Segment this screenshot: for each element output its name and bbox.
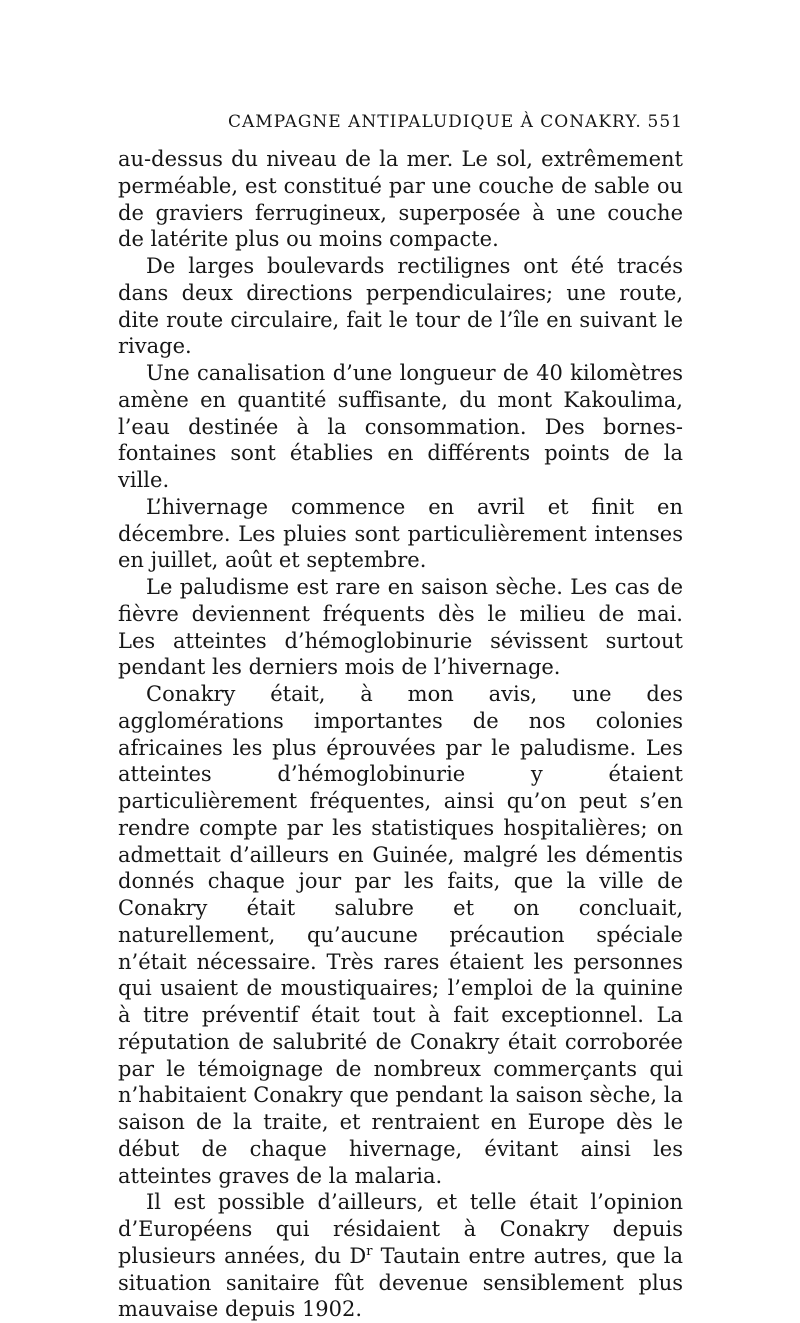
paragraph: Conakry était, à mon avis, une des agglomérations importantes de nos colonies africaines les plus éprouvées par le paludisme. Les atteintes d’hémoglobinurie y étaient particulièrement fréquentes, ainsi qu’on peut s’en rendre compte par les statistiques hospitalières; on admettait d’ailleurs en Guinée, malgré les démentis donnés chaque jour par les faits, que la ville de Conakry était salubre et on concluait, naturellement, qu’aucune précaution spéciale n’était nécessaire. Très rares étaient les personnes qui usaient de moustiquaires; l’emploi de la quinine à titre préventif était tout à fait exceptionnel. La réputation de salubrité de Conakry était corroborée par le témoignage de nombreux commerçants qui n’habitaient Conakry que pendant la saison sèche, la saison de la traite, et rentraient en Europe dès le début de chaque hivernage, évitant ainsi les atteintes graves de la malaria. <box>118 682 683 1188</box>
paragraph-last-before: Il est possible d’ailleurs, et telle était l’opinion d’Européens qui résidaient à Conakry depuis plusieurs années, du D <box>118 1190 683 1268</box>
paragraph-continuation: au-dessus du niveau de la mer. Le sol, extrêmement perméable, est constitué par une couche de sable ou de graviers ferrugineux, superposée à une couche de latérite plus ou moins compacte. <box>118 147 683 252</box>
paragraph: L’hivernage commence en avril et finit en décembre. Les pluies sont particulièrement intenses en juillet, août et septembre. <box>118 494 683 573</box>
body-text <box>118 146 683 1323</box>
running-title: CAMPAGNE ANTIPALUDIQUE À CONAKRY. <box>228 112 642 132</box>
paragraph-last-after: Tautain entre autres, que la situation sanitaire fût devenue sensiblement plus mauvaise depuis 1902. <box>118 1243 684 1322</box>
paragraph: Une canalisation d’une longueur de 40 kilomètres amène en quantité suffisante, du mont Kakoulima, l’eau destinée à la consommation. Des bornes-fontaines sont établies en différents points de la ville. <box>118 361 683 492</box>
book-page <box>118 108 683 1323</box>
running-head <box>118 108 683 138</box>
superscript-r: r <box>366 1243 373 1259</box>
paragraph: Le paludisme est rare en saison sèche. Les cas de fièvre deviennent fréquents dès le milieu de mai. Les atteintes d’hémoglobinurie sévissent surtout pendant les derniers mois de l’hivernage. <box>118 575 683 680</box>
paragraph: De larges boulevards rectilignes ont été tracés dans deux directions perpendiculaires; une route, dite route circulaire, fait le tour de l’île en suivant le rivage. <box>118 254 683 359</box>
paragraph-last <box>118 1189 683 1323</box>
page-number: 551 <box>647 112 683 132</box>
